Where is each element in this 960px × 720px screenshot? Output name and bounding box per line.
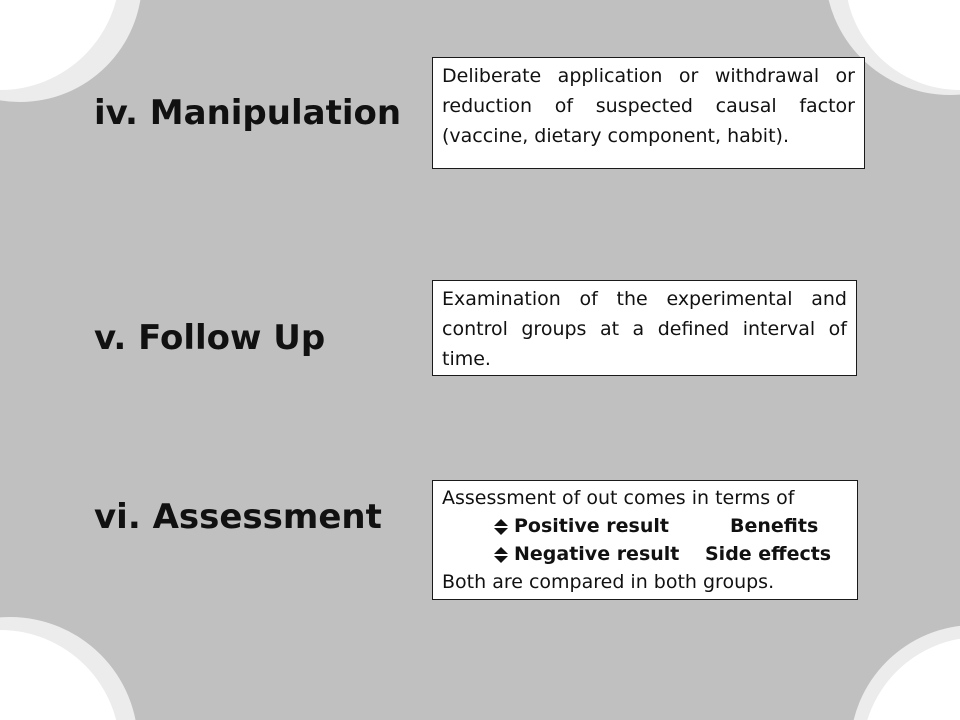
bullet-detail: Side effects (705, 543, 832, 565)
heading-assessment: vi. Assessment (94, 497, 382, 537)
assessment-description-box (432, 480, 858, 600)
up-down-triangle-icon (494, 519, 508, 535)
bullet-positive-result (442, 512, 848, 540)
up-down-triangle-icon (494, 547, 508, 563)
follow-up-description: Examination of the experimental and control groups at a defined interval of time. (442, 288, 847, 370)
follow-up-description-box (432, 280, 857, 376)
manipulation-description-box (432, 57, 865, 169)
manipulation-description: Deliberate application or withdrawal or reduction of suspected causal factor (vaccine, dietary component, habit). (442, 65, 855, 147)
heading-follow-up: v. Follow Up (94, 318, 326, 358)
bullet-detail: Benefits (730, 515, 819, 537)
assessment-intro: Assessment of out comes in terms of (442, 487, 795, 509)
bullet-negative-result (442, 540, 848, 568)
assessment-outro: Both are compared in both groups. (442, 571, 775, 593)
bullet-label: Negative result (514, 543, 680, 565)
heading-manipulation: iv. Manipulation (94, 93, 402, 133)
bullet-label: Positive result (514, 515, 669, 537)
